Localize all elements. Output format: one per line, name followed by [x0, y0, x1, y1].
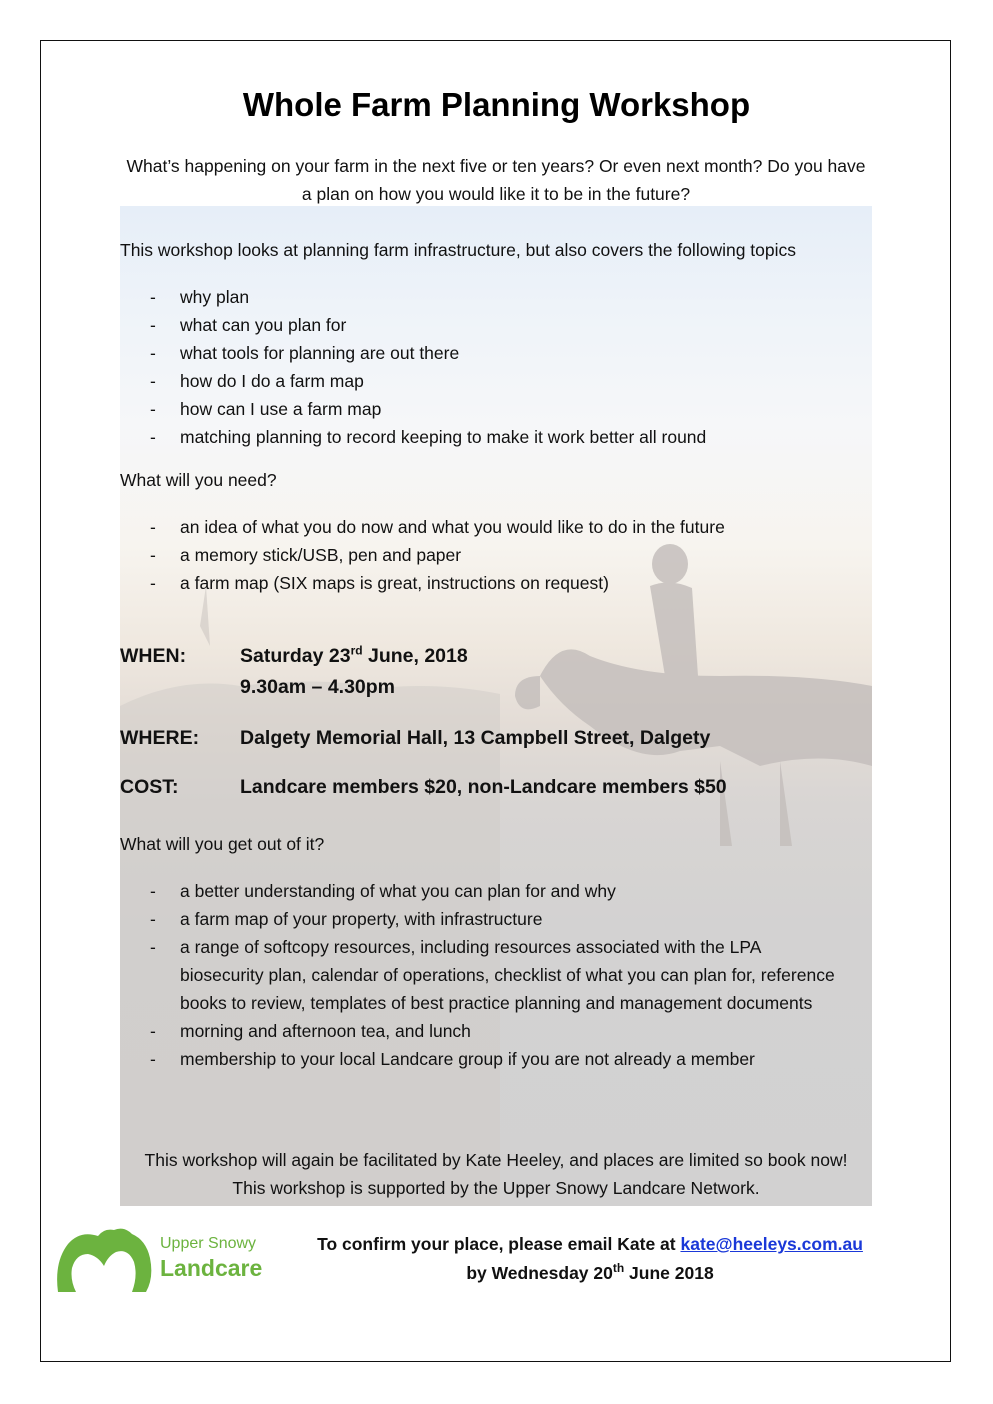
intro-paragraph: What’s happening on your farm in the next five or ten years? Or even next month? Do you have a plan on how you would like it to be in the future?: [126, 156, 866, 204]
list-item: - a better understanding of what you can plan for and why: [120, 877, 860, 905]
when-date: Saturday 23rd June, 2018: [240, 643, 468, 667]
upper-snowy-landcare-logo: [54, 1222, 304, 1302]
confirm-line: To confirm your place, please email Kate at kate@heeleys.com.au: [317, 1234, 863, 1254]
list-item: - a farm map of your property, with infrastructure: [120, 905, 860, 933]
closing-statement: [120, 1146, 872, 1202]
list-item: - how can I use a farm map: [120, 395, 706, 423]
needs-heading: What will you need?: [120, 470, 277, 490]
list-item: - matching planning to record keeping to make it work better all round: [120, 423, 706, 451]
email-link[interactable]: kate@heeleys.com.au: [680, 1234, 863, 1254]
list-item: - a farm map (SIX maps is great, instructions on request): [120, 569, 725, 597]
list-item: - what can you plan for: [120, 311, 706, 339]
when-time: 9.30am – 4.30pm: [240, 676, 396, 698]
logo-line-2: Landcare: [160, 1255, 263, 1281]
facilitator-note: This workshop will again be facilitated by Kate Heeley, and places are limited so book now!: [144, 1150, 848, 1170]
cost-row: [120, 772, 820, 802]
cost-label: COST:: [120, 776, 179, 798]
list-item: - morning and afternoon tea, and lunch: [120, 1017, 860, 1045]
page-title: Whole Farm Planning Workshop: [242, 86, 751, 123]
logo-line-1: Upper Snowy: [160, 1235, 257, 1252]
topics-intro: This workshop looks at planning farm infrastructure, but also covers the following topics: [120, 240, 797, 260]
where-row: [120, 723, 820, 753]
cost-value: Landcare members $20, non-Landcare members $50: [240, 776, 727, 798]
when-row: [120, 641, 820, 703]
when-label: WHEN:: [120, 645, 187, 667]
list-item: - membership to your local Landcare group if you are not already a member: [120, 1045, 860, 1073]
topics-list: [120, 283, 706, 451]
needs-list: [120, 513, 725, 597]
confirm-booking: [300, 1230, 880, 1288]
benefits-heading: What will you get out of it?: [120, 834, 325, 854]
list-item: - an idea of what you do now and what you would like to do in the future: [120, 513, 725, 541]
list-item: - what tools for planning are out there: [120, 339, 706, 367]
list-item: - a memory stick/USB, pen and paper: [120, 541, 725, 569]
landcare-hands-icon: [54, 1222, 154, 1294]
list-item: - a range of softcopy resources, including resources associated with the LPA biosecurity plan, calendar of operations, checklist of what you can plan for, reference books to review, templates of best practice planning and management documents: [120, 933, 860, 1017]
list-item: - how do I do a farm map: [120, 367, 706, 395]
deadline-line: by Wednesday 20th June 2018: [466, 1261, 714, 1283]
where-label: WHERE:: [120, 727, 200, 749]
list-item: - why plan: [120, 283, 706, 311]
benefits-list: [120, 877, 860, 1073]
support-note: This workshop is supported by the Upper Snowy Landcare Network.: [232, 1178, 760, 1198]
where-value: Dalgety Memorial Hall, 13 Campbell Street, Dalgety: [240, 727, 711, 749]
